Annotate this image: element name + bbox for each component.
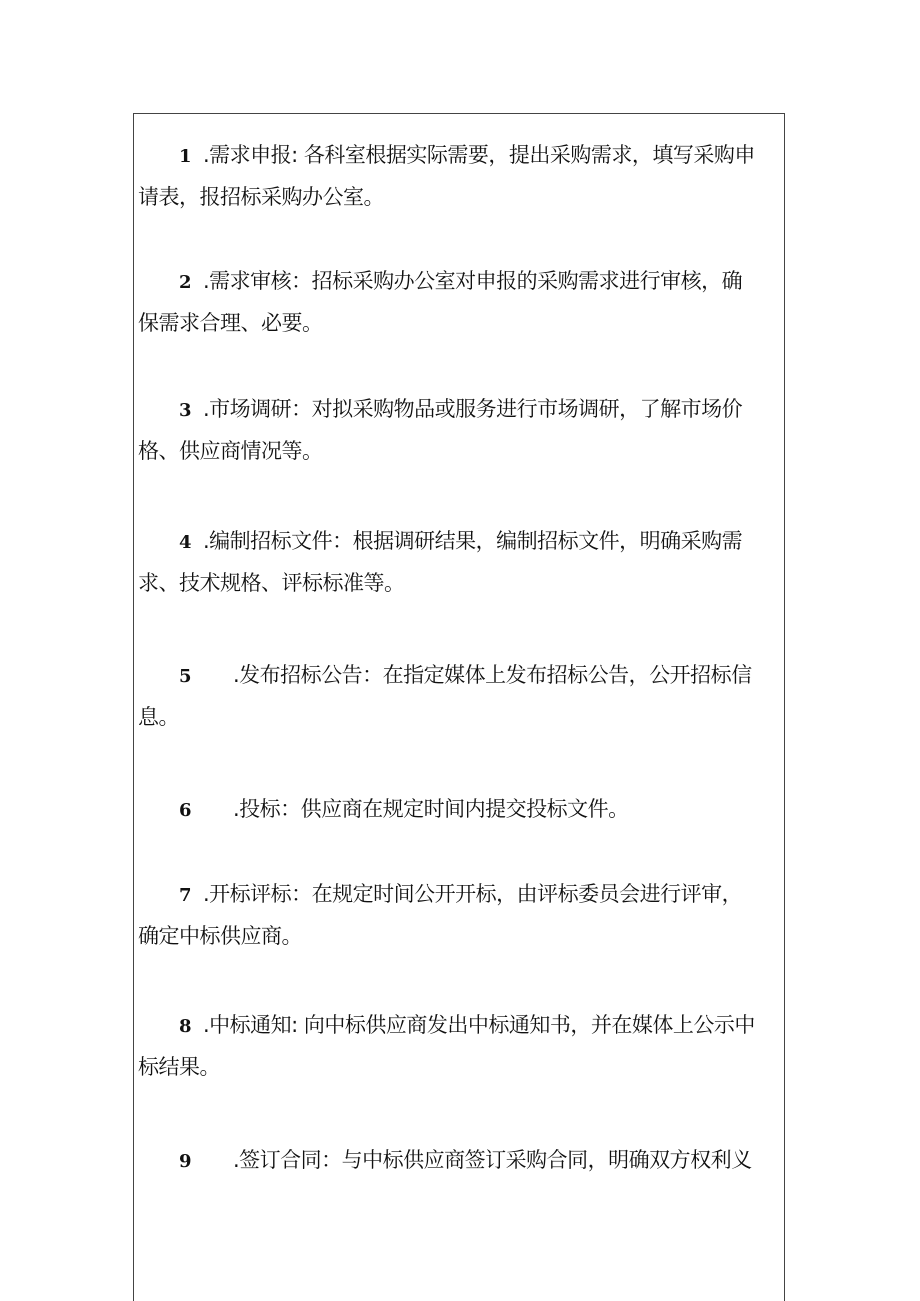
step-text-continued: 标结果。: [138, 1055, 220, 1079]
procedure-step-1: [134, 134, 784, 218]
step-number: 9: [179, 1151, 192, 1172]
document-frame: [133, 113, 785, 1301]
step-number: 5: [179, 666, 192, 687]
step-text-continued: 息。: [138, 705, 179, 729]
step-text: .市场调研：对拟采购物品或服务进行市场调研，了解市场价: [203, 397, 743, 421]
procedure-step-2: [134, 260, 784, 344]
step-text: .开标评标：在规定时间公开开标，由评标委员会进行评审，: [203, 882, 743, 906]
step-text-continued: 保需求合理、必要。: [138, 311, 323, 335]
step-text-continued: 确定中标供应商。: [138, 924, 302, 948]
step-text-continued: 格、供应商情况等。: [138, 439, 323, 463]
step-text: .投标：供应商在规定时间内提交投标文件。: [233, 797, 629, 821]
step-text-continued: 请表，报招标采购办公室。: [138, 185, 384, 209]
step-number: 4: [179, 532, 192, 553]
procedure-step-4: [134, 520, 784, 604]
step-text: .需求申报: 各科室根据实际需要，提出采购需求，填写采购申: [203, 143, 755, 167]
step-text-continued: 求、技术规格、评标标准等。: [138, 571, 405, 595]
step-text: .需求审核：招标采购办公室对申报的采购需求进行审核，确: [203, 269, 743, 293]
step-text: .签订合同：与中标供应商签订采购合同，明确双方权利义: [233, 1148, 752, 1172]
procedure-step-8: [134, 1004, 784, 1088]
procedure-step-7: [134, 873, 784, 957]
procedure-step-9: [134, 1139, 784, 1181]
step-number: 2: [179, 272, 192, 293]
step-number: 3: [179, 400, 192, 421]
step-text: .编制招标文件：根据调研结果，编制招标文件，明确采购需: [203, 529, 743, 553]
procedure-step-3: [134, 388, 784, 472]
procedure-step-5: [134, 654, 784, 738]
step-number: 6: [179, 800, 192, 821]
step-text: .发布招标公告：在指定媒体上发布招标公告，公开招标信: [233, 663, 752, 687]
procedure-step-6: [134, 788, 784, 830]
step-text: .中标通知: 向中标供应商发出中标通知书，并在媒体上公示中: [203, 1013, 755, 1037]
step-number: 1: [179, 146, 192, 167]
step-number: 7: [179, 885, 192, 906]
step-number: 8: [179, 1016, 192, 1037]
